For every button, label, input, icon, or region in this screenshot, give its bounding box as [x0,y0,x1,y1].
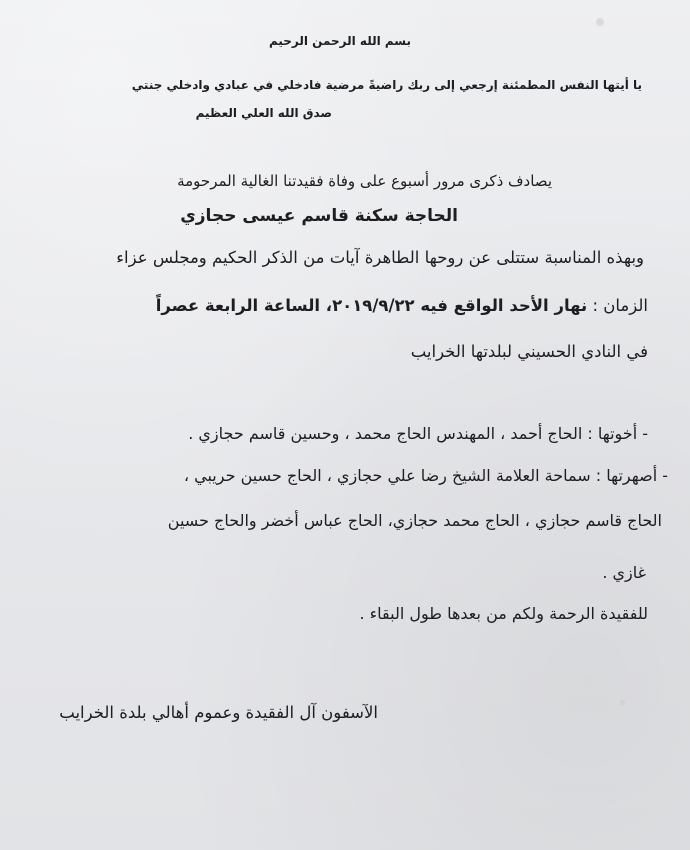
condolence-line: للفقيدة الرحمة ولكم من بعدها طول البقاء . [359,604,648,623]
in-laws-line: - أصهرتها : سماحة العلامة الشيخ رضا علي حجازي ، الحاج حسين حريبي ، [183,466,668,485]
time-line [156,296,648,315]
place-line: في النادي الحسيني لبلدتها الخرايب [410,342,648,361]
time-value: نهار الأحد الواقع فيه ٢٠١٩/٩/٢٢، الساعة الرابعة عصراً [155,296,588,315]
deceased-name: الحاجة سكنة قاسم عيسى حجازي [180,206,458,226]
basmala-heading: بسم الله الرحمن الرحيم [268,34,412,48]
signature-line: الآسفون آل الفقيدة وعموم أهالي بلدة الخرايب [59,703,378,722]
announcement-intro: يصادف ذكرى مرور أسبوع على وفاة فقيدتنا الغالية المرحومة [177,172,552,190]
in-laws-line: الحاج قاسم حجازي ، الحاج محمد حجازي، الحاج عباس أخضر والحاج حسين [167,511,662,530]
occasion-text: وبهذه المناسبة ستتلى عن روحها الطاهرة آيات من الذكر الحكيم ومجلس عزاء [116,248,644,267]
quran-verse-closing: صدق الله العلي العظيم [195,106,332,120]
time-label: الزمان : [592,296,648,315]
brothers-line: - أخوتها : الحاج أحمد ، المهندس الحاج محمد ، وحسين قاسم حجازي . [188,424,648,443]
paper-stain [620,700,625,705]
quran-verse-line: يا أيتها النفس المطمئنة إرجعي إلى ربك راضيةً مرضية فادخلي في عبادي وادخلي جنتي [131,78,642,92]
paper-stain [596,18,604,26]
in-laws-line: غازي . [602,563,646,582]
